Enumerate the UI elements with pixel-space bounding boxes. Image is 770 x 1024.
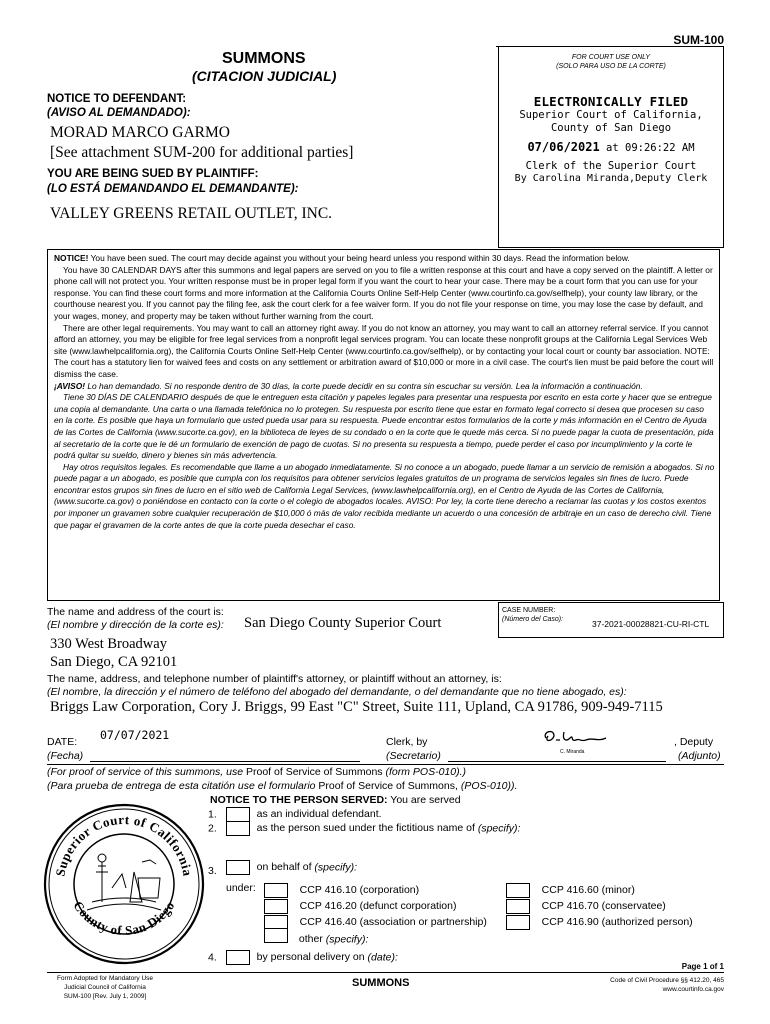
served-item-3: 3. on behalf of (specify): (208, 861, 358, 878)
ccp-416-20-checkbox[interactable] (264, 899, 288, 914)
clerk-label: Clerk, by (386, 736, 428, 748)
served-item-4: 4. by personal delivery on (date): (208, 951, 398, 964)
plaintiff-name: VALLEY GREENS RETAIL OUTLET, INC. (50, 205, 333, 222)
stamp-clerk: Clerk of the Superior Court (525, 160, 697, 172)
court-use-label: FOR COURT USE ONLY (571, 54, 651, 61)
served-item-1: 1. as an individual defendant. (208, 808, 382, 821)
served-on-behalf-checkbox[interactable] (226, 860, 250, 875)
served-fictitious-checkbox[interactable] (226, 821, 250, 836)
attorney-value: Briggs Law Corporation, Cory J. Briggs, 99 East "C" Street, Suite 111, Upland, CA 91786, 909-949-7115 (50, 699, 663, 715)
stamp-datetime (498, 140, 724, 154)
stamp-court: Superior Court of California, (519, 109, 703, 121)
notice-box (47, 249, 720, 601)
served-item-2: 2. as the person sued under the fictitious name of (specify): (208, 822, 521, 835)
ccp-416-60: CCP 416.60 (minor) (506, 882, 693, 898)
page-number: Page 1 of 1 (681, 962, 724, 971)
proof-rule (47, 764, 724, 765)
plaintiff-label-es: (LO ESTÁ DEMANDANDO EL DEMANDANTE): (47, 183, 299, 195)
proof-line-en: (For proof of service of this summons, use Proof of Service of Summons (form POS-010).) (47, 766, 466, 778)
court-address-1: 330 West Broadway (50, 636, 167, 652)
notice-es-requirements: Hay otros requisitos legales. Es recomendable que llame a un abogado inmediatamente. Si no conoce a un abogado, puede llamar a un servicio de remisión a abogados. Si no puede pagar a un abogado, es posible que cumpla con los requisitos para obtener servicios legales gratuitos de un programa de servicios legales sin fines de lucro. Puede encontrar estos grupos sin fines de lucro en el sitio web de California Legal Services, (www.lawhelpcalifornia.org), en el Centro de Ayuda de las Cortes de California, (www.sucorte.ca.gov) o poniéndose en contacto con la corte o el colegio de abogados locales. AVISO: Por ley, la corte tiene derecho a reclamar las cuotas y los costos exentos por imponer un gravamen sobre cualquier recuperación de $10,000 ó más de valor recibida mediante un acuerdo o una concesión de arbitraje en un caso de derecho civil. Tiene que pagar el gravamen de la corte antes de que la corte pueda desechar el caso. (54, 461, 715, 530)
served-heading: NOTICE TO THE PERSON SERVED: You are served (210, 794, 461, 806)
form-id: SUM-100 (673, 33, 724, 47)
court-label: The name and address of the court is: (47, 606, 224, 618)
summons-title: SUMMONS (222, 50, 306, 67)
stamp-efiled: ELECTRONICALLY FILED (533, 94, 689, 109)
ccp-416-90: CCP 416.90 (authorized person) (506, 914, 693, 930)
date-value: 07/07/2021 (100, 728, 170, 742)
footer-right-1: Code of Civil Procedure §§ 412.20, 465 (610, 977, 724, 984)
court-address-2: San Diego, CA 92101 (50, 654, 178, 670)
personal-delivery-checkbox[interactable] (226, 950, 250, 965)
date-label: DATE: (47, 736, 78, 748)
stamp-county: County of San Diego (550, 122, 672, 134)
case-number-label-es: (Número del Caso): (502, 616, 564, 623)
clerk-label-es: (Secretario) (386, 750, 441, 762)
ccp-left-list (264, 882, 487, 930)
ccp-416-10-checkbox[interactable] (264, 883, 288, 898)
defendant-label-es: (AVISO AL DEMANDADO): (47, 107, 191, 119)
notice-es-deadline: Tiene 30 DÍAS DE CALENDARIO después de que le entreguen esta citación y papeles legales para presentar una respuesta por escrito en esta corte y hacer que se entregue una copia al demandante. Una carta o una llamada telefónica no lo protegen. Su respuesta por escrito tiene que estar en formato legal correcto si desea que procesen su caso en la corte. Es posible que haya un formulario que usted pueda usar para su respuesta. Puede encontrar estos formularios de la corte y más información en el Centro de Ayuda de las Cortes de California (www.sucorte.ca.gov), en la biblioteca de leyes de su condado o en la corte que le quede más cerca. Si no puede pagar la cuota de presentación, pida al secretario de la corte que le dé un formulario de exención de pago de cuotas. Si no presenta su respuesta a tiempo, puede perder el caso por incumplimiento y la corte le podrá quitar su sueldo, dinero y bienes sin más advertencia. (54, 392, 714, 461)
clerk-sig-initial: C. Miranda (560, 749, 585, 755)
summons-title-es: (CITACION JUDICIAL) (192, 68, 337, 84)
stamp-deputy: By Carolina Miranda,Deputy Clerk (514, 173, 708, 184)
court-seal (42, 802, 206, 966)
served-on-behalf-label: on behalf of (256, 861, 312, 874)
personal-delivery-label: by personal delivery on (256, 951, 365, 964)
court-name: San Diego County Superior Court (244, 615, 442, 631)
footer-title: SUMMONS (352, 977, 410, 989)
served-fictitious-label: as the person sued under the fictitious name of (256, 822, 475, 835)
date-label-es: (Fecha) (47, 750, 84, 762)
ccp-416-10: CCP 416.10 (corporation) (264, 882, 487, 898)
other-option: other (specify): (264, 932, 368, 947)
ccp-416-20: CCP 416.20 (defunct corporation) (264, 898, 487, 914)
ccp-416-90-checkbox[interactable] (506, 915, 530, 930)
defendant-label: NOTICE TO DEFENDANT: (47, 93, 187, 105)
footer-left-2: Judicial Council of California (64, 984, 146, 991)
footer-left-1: Form Adopted for Mandatory Use (56, 975, 154, 982)
notice-en-requirements: There are other legal requirements. You may want to call an attorney right away. If you do not know an attorney, you may want to call an attorney referral service. If you cannot afford an attorney, you may be eligible for free legal services from a nonprofit legal services program. You can locate these nonprofit groups at the California Legal Services Web site (www.lawhelpcalifornia.org), the California Courts Online Self-Help Center (www.courtinfo.ca.gov/selfhelp), or by contacting your local court or county bar association. NOTE: The court has a statutory lien for waived fees and costs on any settlement or arbitration award of $10,000 or more in a civil case. The court's lien must be paid before the court will dismiss the case. (54, 322, 714, 379)
under-label: under: (226, 882, 256, 894)
case-number: 37-2021-00028821-CU-RI-CTL (592, 619, 710, 629)
ccp-right-list (506, 882, 693, 930)
seal-bottom-text: County of San Diego (70, 898, 178, 938)
ccp-416-70-checkbox[interactable] (506, 899, 530, 914)
defendant-name: MORAD MARCO GARMO (50, 124, 230, 141)
date-underline (90, 761, 360, 762)
court-label-es: (El nombre y dirección de la corte es): (47, 619, 224, 631)
ccp-416-40: CCP 416.40 (association or partnership) (264, 914, 487, 930)
stamp-date: 07/06/2021 (527, 140, 600, 154)
deputy-label: , Deputy (674, 736, 714, 748)
attorney-label: The name, address, and telephone number of plaintiff's attorney, or plaintiff without an attorney, is: (47, 673, 502, 685)
stamp-time: at 09:26:22 AM (606, 142, 695, 154)
notice-en-deadline: You have 30 CALENDAR DAYS after this summons and legal papers are served on you to file a written response at this court and have a copy served on the plaintiff. A letter or phone call will not protect you. Your written response must be in proper legal form if you want the court to hear your case. There may be a court form that you can use for your response. You can find these court forms and more information at the California Courts Online Self-Help Center (www.courtinfo.ca.gov/selfhelp), your county law library, or the courthouse nearest you. If you cannot pay the filing fee, ask the court clerk for a fee waiver form. If you do not file your response on time, you may lose the case by default, and your wages, money, and property may be taken without further warning from the court. (54, 264, 713, 321)
clerk-underline (448, 761, 666, 762)
other-checkbox[interactable] (264, 928, 288, 943)
footer-rule (47, 972, 724, 973)
plaintiff-label: YOU ARE BEING SUED BY PLAINTIFF: (47, 168, 259, 180)
proof-line-es: (Para prueba de entrega de esta citatión use el formulario Proof of Service of Summons, (POS-010)). (47, 780, 518, 792)
case-number-label: CASE NUMBER: (502, 607, 556, 614)
defendant-note: [See attachment SUM-200 for additional parties] (50, 144, 354, 161)
footer-right-2: www.courtinfo.ca.gov (662, 986, 724, 993)
notice-en-intro: NOTICE! You have been sued. The court may decide against you without your being heard unless you respond within 30 days. Read the information below. (54, 253, 630, 263)
notice-es-intro: ¡AVISO! Lo han demandado. Si no responde dentro de 30 días, la corte puede decidir en su contra sin escuchar su versión. Lea la información a continuación. (54, 380, 643, 391)
seal-top-text: Superior Court of California (52, 811, 196, 878)
served-individual-label: as an individual defendant. (256, 808, 382, 821)
ccp-416-60-checkbox[interactable] (506, 883, 530, 898)
deputy-label-es: (Adjunto) (678, 750, 721, 762)
clerk-signature (540, 728, 630, 754)
served-individual-checkbox[interactable] (226, 807, 250, 822)
attorney-label-es: (El nombre, la dirección y el número de teléfono del abogado del demandante, o del demandante que no tiene abogado, es): (47, 686, 627, 698)
court-use-label-es: (SOLO PARA USO DE LA CORTE) (556, 63, 666, 70)
footer-left-3: SUM-100 [Rev. July 1, 2009] (63, 993, 147, 1000)
ccp-416-70: CCP 416.70 (conservatee) (506, 898, 693, 914)
